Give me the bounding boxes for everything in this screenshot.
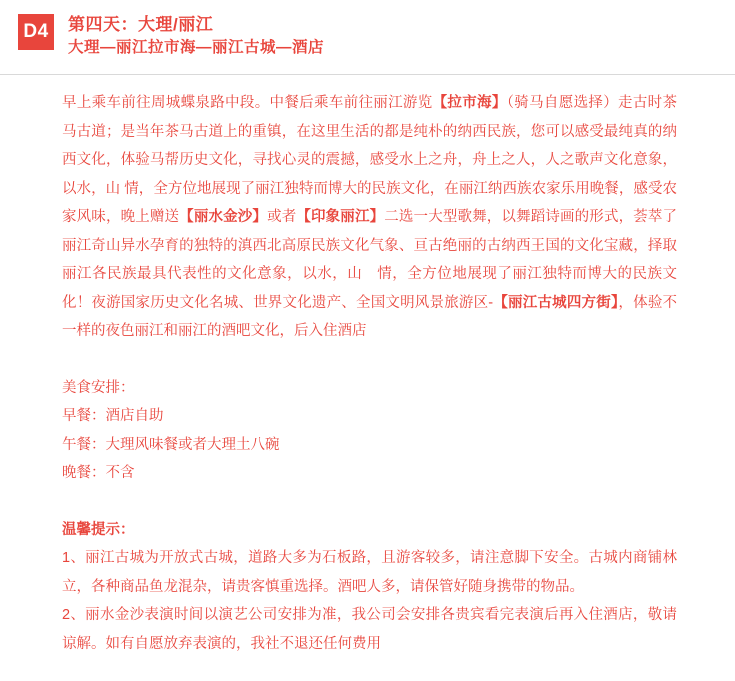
itinerary-paragraph [62,89,677,346]
meal-item-dinner: 晚餐：不含 [62,465,135,481]
meal-item-breakfast: 早餐：酒店自助 [62,408,164,424]
itinerary-seg-1: 【拉市海】 [432,95,507,111]
day-title: 第四天：大理/丽江 [68,15,214,34]
itinerary-seg-0: 早上乘车前往周城蝶泉路中段。中餐后乘车前往丽江游览 [62,95,433,111]
day-badge: D4 [18,14,54,50]
day-content [0,75,735,658]
tips-section [62,516,677,659]
section-spacer-1 [62,346,677,374]
itinerary-seg-3: 【丽水金沙】 [179,209,268,225]
day-route: 大理—丽江拉市海—丽江古城—酒店 [68,39,325,56]
itinerary-seg-7: 【丽江古城四方街】 [493,294,619,311]
tip-item-1: 1、丽江古城为开放式古城，道路大多为石板路，且游客较多，请注意脚下安全。古城内商铺林立，各种商品鱼龙混杂，请贵客慎重选择。酒吧人多，请保管好随身携带的物品。 [62,550,677,595]
itinerary-seg-5: 【印象丽江】 [296,209,385,225]
tips-title: 温馨提示： [62,521,135,538]
section-spacer-2 [62,488,677,516]
itinerary-seg-4: 或者 [267,209,297,225]
day-header-text [68,14,324,60]
meals-section [62,374,677,488]
itinerary-seg-8: ，体验不一样的夜色丽江和丽江的酒吧文化，后入住酒店 [62,294,678,339]
tip-item-2: 2、丽水金沙表演时间以演艺公司安排为准，我公司会安排各贵宾看完表演后再入住酒店，敬请谅解。如有自愿放弃表演的，我社不退还任何费用 [62,607,677,652]
itinerary-seg-6: 二选一大型歌舞，以舞蹈诗画的形式，荟萃了丽江奇山异水孕育的独特的滇西北高原民族文化气象、亘古绝丽的古纳西王国的文化宝藏，择取丽江各民族最具代表性的文化意象，以水，山 情，全方位地展现了丽江独特而博大的民族文化！夜游国家历史文化名城、世界文化遗产、全国文明风景旅游区- [62,209,678,311]
itinerary-seg-2: （骑马自愿选择）走古时茶马古道；是当年茶马古道上的重镇，在这里生活的都是纯朴的纳西民族，您可以感受最纯真的纳西文化，体验马帮历史文化，寻找心灵的震撼，感受水上之舟，舟上之人，人之歌声文化意象，以水，山 情，全方位地展现了丽江独特而博大的民族文化，在丽江纳西族农家乐用晚餐，感受农家风味，晚上赠送 [62,95,678,225]
meals-title: 美食安排： [62,379,135,396]
meal-item-lunch: 午餐：大理风味餐或者大理土八碗 [62,436,280,453]
day-header [0,0,735,60]
